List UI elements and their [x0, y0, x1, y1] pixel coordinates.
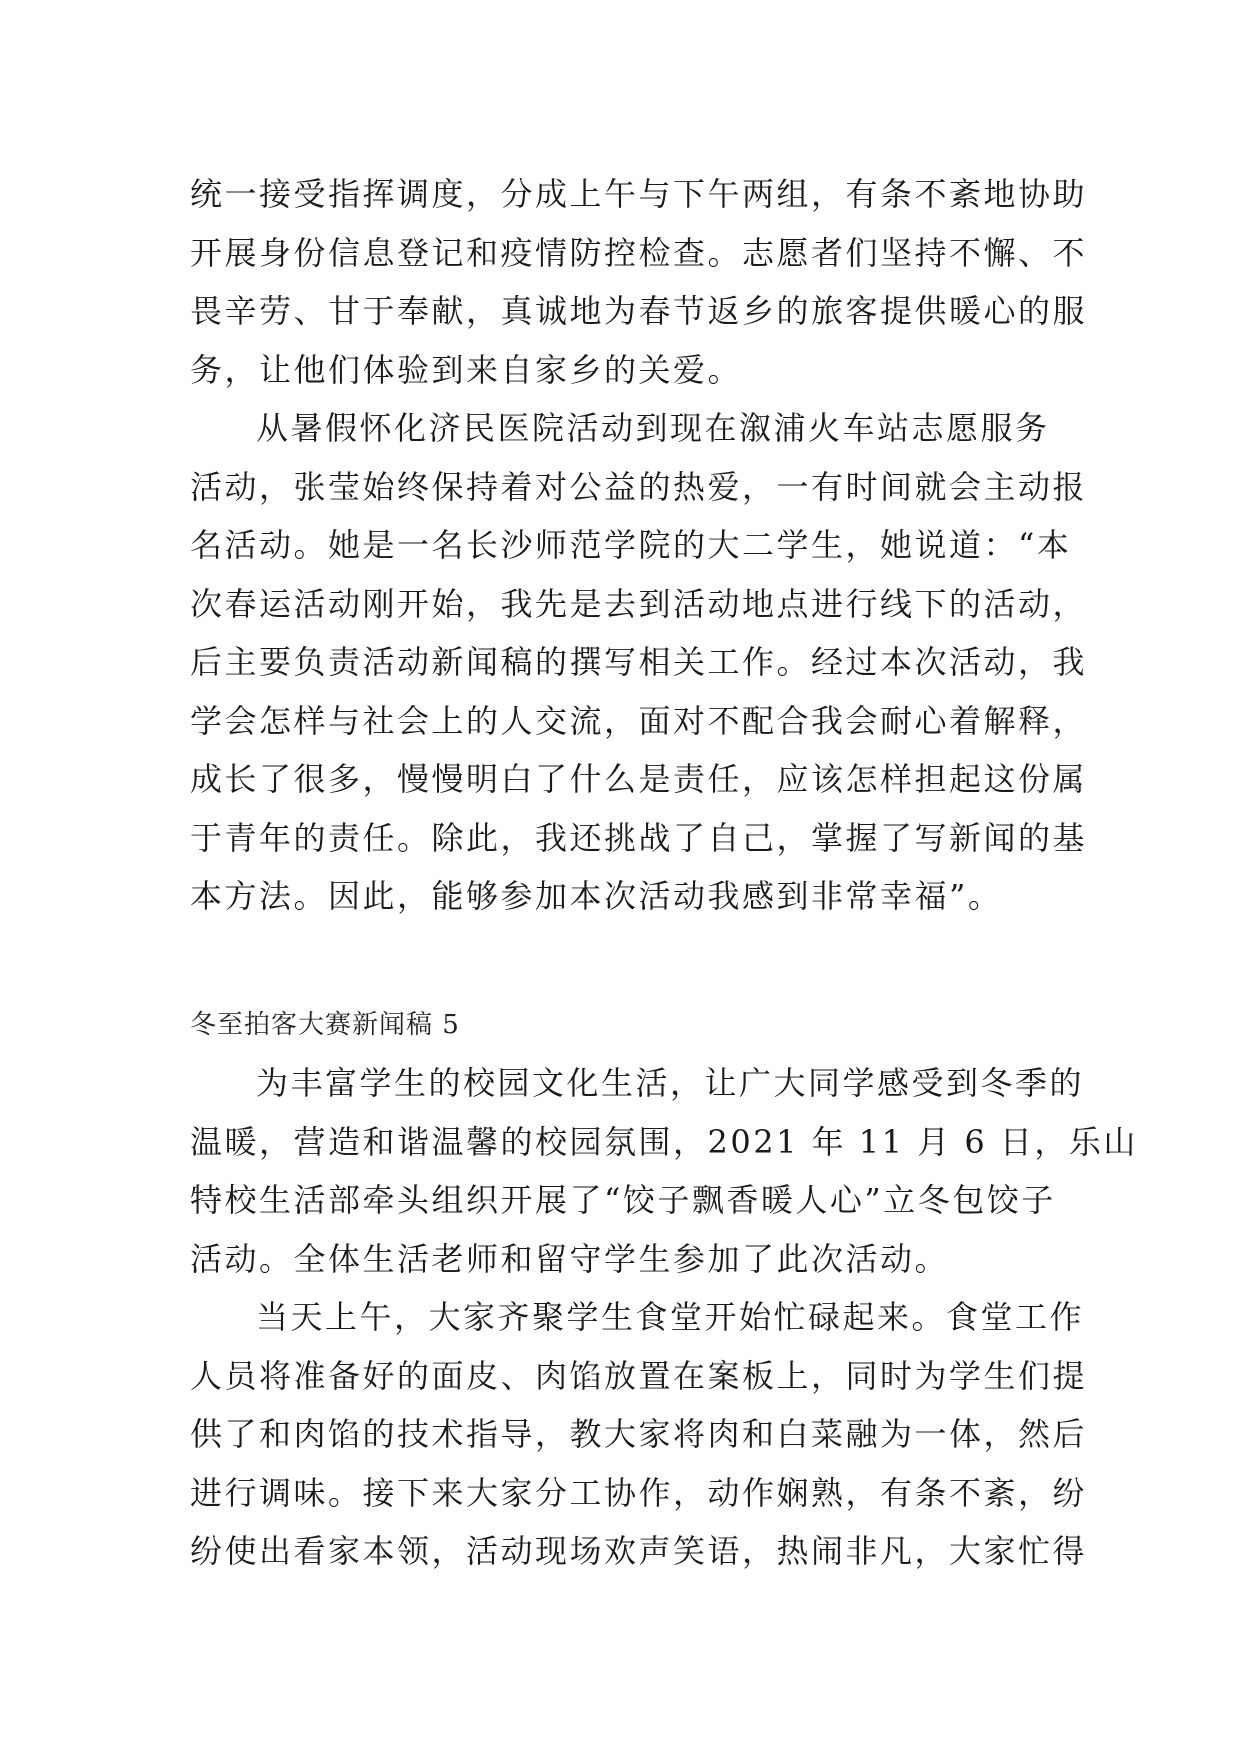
text-line: 活动。全体生活老师和留守学生参加了此次活动。: [190, 1239, 950, 1278]
text-line: 当天上午，大家齐聚学生食堂开始忙碌起来。食堂工作: [256, 1298, 1085, 1336]
text-line: 温暖，营造和谐温馨的校园氛围，2021 年 11 月 6 日，乐山: [190, 1122, 1138, 1161]
text-line: 畏辛劳、甘于奉献，真诚地为春节返乡的旅客提供暖心的服: [190, 292, 1088, 330]
text-line: 务，让他们体验到来自家乡的关爱。: [190, 350, 743, 389]
text-line: 学会怎样与社会上的人交流，面对不配合我会耐心着解释，: [190, 701, 1088, 740]
text-line: 进行调味。接下来大家分工协作，动作娴熟，有条不紊，纷: [190, 1473, 1088, 1512]
text-line: 后主要负责活动新闻稿的撰写相关工作。经过本次活动，我: [190, 643, 1088, 681]
text-line: 活动，张莹始终保持着对公益的热爱，一有时间就会主动报: [190, 467, 1088, 506]
document-body: [190, 165, 1138, 1581]
paragraph-4: [190, 1288, 1088, 1581]
text-line: 人员将准备好的面皮、肉馅放置在案板上，同时为学生们提: [190, 1356, 1088, 1395]
text-line: 次春运活动刚开始，我先是去到活动地点进行线下的活动，: [190, 584, 1088, 623]
text-line: 名活动。她是一名长沙师范学院的大二学生，她说道：“本: [190, 526, 1072, 564]
text-line: 纷使出看家本领，活动现场欢声笑语，热闹非凡，大家忙得: [190, 1532, 1088, 1570]
paragraph-1: [190, 165, 1088, 399]
text-line: 统一接受指挥调度，分成上午与下午两组，有条不紊地协助: [190, 175, 1088, 213]
section-heading: 冬至拍客大赛新闻稿 5: [190, 1009, 460, 1040]
text-line: 于青年的责任。除此，我还挑战了自己，掌握了写新闻的基: [190, 818, 1088, 857]
paragraph-2: [190, 399, 1088, 926]
text-line: 本方法。因此，能够参加本次活动我感到非常幸福”。: [190, 877, 1003, 915]
section-spacer: [190, 926, 1060, 996]
text-line: 特校生活部牵头组织开展了“饺子飘香暖人心”立冬包饺子: [190, 1181, 1056, 1219]
text-line: 开展身份信息登记和疫情防控检查。志愿者们坚持不懈、不: [190, 233, 1088, 272]
text-line: 为丰富学生的校园文化生活，让广大同学感受到冬季的: [256, 1064, 1085, 1102]
text-line: 成长了很多，慢慢明白了什么是责任，应该怎样担起这份属: [190, 760, 1088, 798]
text-line: 供了和肉馅的技术指导，教大家将肉和白菜融为一体，然后: [190, 1415, 1088, 1453]
paragraph-3: [190, 1054, 1138, 1288]
text-line: 从暑假怀化济民医院活动到现在溆浦火车站志愿服务: [256, 409, 1050, 447]
